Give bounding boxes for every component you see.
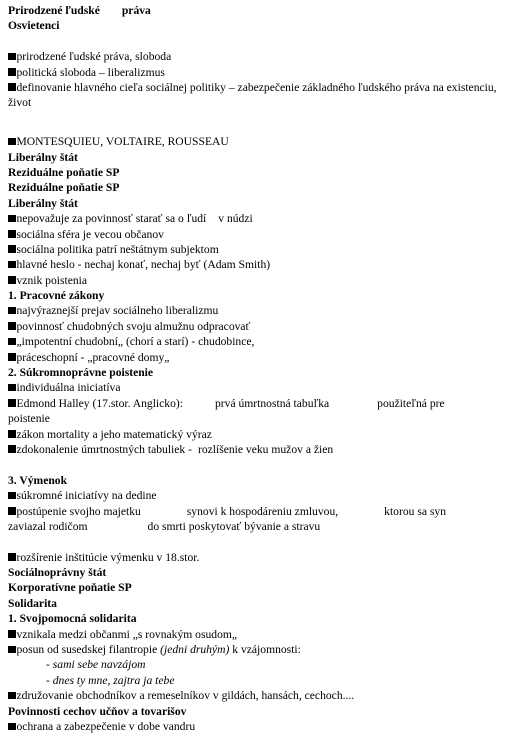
heading-pracovne-zakony: 1. Pracovné zákony — [8, 289, 105, 303]
list-item: sociálna sféra je vecou občanov — [8, 227, 513, 242]
list-item: nepovažuje za povinnosť starať sa o ľudí v núdzi — [8, 211, 513, 226]
heading-solidarita: Solidarita — [8, 596, 57, 610]
bullet-square-icon — [8, 723, 16, 731]
heading-rezidualne-ponatie: Reziduálne poňatie SP — [8, 181, 120, 195]
sub-item: - sami sebe navzájom — [46, 658, 146, 672]
list-item: Edmond Halley (17.stor. Anglicko): prvá úmrtnostná tabuľka použiteľná pre — [8, 396, 513, 411]
list-item: postúpenie svojho majetku synovi k hospodáreniu zmluvou, ktorou sa syn — [8, 504, 513, 519]
list-item: ochrana a zabezpečenie v dobe vandru — [8, 719, 513, 734]
list-item: vznik poistenia — [8, 273, 513, 288]
list-item: prirodzené ľudské práva, sloboda — [8, 49, 513, 64]
list-item-continuation: zaviazal rodičom do smrti poskytovať bývanie a stravu — [8, 519, 321, 533]
document-title — [8, 3, 513, 18]
heading-sukromnopravne-poistenie: 2. Súkromnoprávne poistenie — [8, 366, 154, 380]
bullet-square-icon — [8, 399, 16, 407]
bullet-square-icon — [8, 353, 16, 361]
list-item: povinnosť chudobných svoju almužnu odpracovať — [8, 319, 513, 334]
bullet-square-icon — [8, 445, 16, 453]
bullet-square-icon — [8, 138, 16, 146]
list-item: sociálna politika patrí neštátnym subjektom — [8, 242, 513, 257]
bullet-square-icon — [8, 230, 16, 238]
title-part-2: práva — [121, 4, 151, 17]
list-item: práceschopní - „pracovné domy„ — [8, 350, 513, 365]
bullet-square-icon — [8, 53, 16, 61]
bullet-square-icon — [8, 83, 16, 91]
title-part-1: Prirodzené ľudské — [8, 4, 100, 17]
list-item: zdokonalenie úmrtnostných tabuliek - rozlíšenie veku mužov a žien — [8, 442, 513, 457]
heading-svojpomocna-solidarita: 1. Svojpomocná solidarita — [8, 612, 137, 626]
list-item-continuation: poistenie — [8, 412, 50, 426]
heading-vymenok: 3. Výmenok — [8, 473, 68, 487]
list-item: politická sloboda – liberalizmus — [8, 65, 513, 80]
heading-povinnosti-cechov: Povinnosti cechov učňov a tovarišov — [8, 704, 187, 718]
bullet-square-icon — [8, 322, 16, 330]
bullet-square-icon — [8, 553, 16, 561]
bullet-square-icon — [8, 276, 16, 284]
list-item: posun od susedskej filantropie (jedni druhým) k vzájomnosti: — [8, 642, 513, 657]
heading-socialnopravny-stat: Sociálnoprávny štát — [8, 566, 107, 580]
bullet-square-icon — [8, 430, 16, 438]
list-item: súkromné iniciatívy na dedine — [8, 488, 513, 503]
bullet-square-icon — [8, 215, 16, 223]
heading-osvietenci: Osvietenci — [8, 19, 60, 33]
bullet-square-icon — [8, 507, 16, 515]
list-item: hlavné heslo - nechaj konať, nechaj byť (Adam Smith) — [8, 257, 513, 272]
bullet-square-icon — [8, 692, 16, 700]
list-item: individuálna iniciatíva — [8, 380, 513, 395]
list-item: „impotentní chudobní„ (chorí a starí) - chudobince, — [8, 334, 513, 349]
bullet-square-icon — [8, 338, 16, 346]
list-item: vznikala medzi občanmi „s rovnakým osudom„ — [8, 627, 513, 642]
heading-liberalny-stat: Liberálny štát — [8, 196, 78, 210]
bullet-square-icon — [8, 630, 16, 638]
list-item: zákon mortality a jeho matematický výraz — [8, 427, 513, 442]
bullet-square-icon — [8, 261, 16, 269]
bullet-square-icon — [8, 245, 16, 253]
bullet-square-icon — [8, 68, 16, 76]
list-item: MONTESQUIEU, VOLTAIRE, ROUSSEAU — [8, 134, 513, 149]
heading-liberalny-stat: Liberálny štát — [8, 150, 78, 164]
bullet-square-icon — [8, 492, 16, 500]
list-item: združovanie obchodníkov a remeselníkov v gildách, hansách, cechoch.... — [8, 688, 513, 703]
list-item: rozšírenie inštitúcie výmenku v 18.stor. — [8, 550, 513, 565]
heading-korporativne-ponatie: Korporatívne poňatie SP — [8, 581, 132, 595]
bullet-square-icon — [8, 384, 16, 392]
bullet-square-icon — [8, 307, 16, 315]
document-body — [8, 3, 513, 734]
bullet-square-icon — [8, 646, 16, 654]
sub-item: - dnes ty mne, zajtra ja tebe — [46, 673, 175, 687]
list-item: definovanie hlavného cieľa sociálnej politiky – zabezpečenie základného ľudského práva na existenciu, život — [8, 80, 497, 110]
list-item: najvýraznejší prejav sociálneho liberalizmu — [8, 303, 513, 318]
heading-rezidualne-ponatie: Reziduálne poňatie SP — [8, 165, 120, 179]
